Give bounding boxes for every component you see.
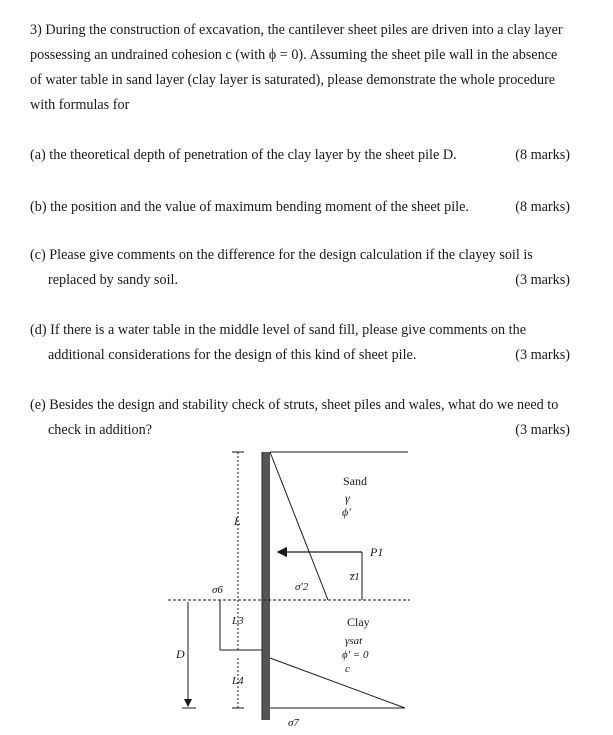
part-c-line-1: (c) Please give comments on the difference for the design calculation if the clayey soil is bbox=[30, 247, 533, 263]
part-e bbox=[30, 393, 570, 443]
label-sigma6: σ6 bbox=[212, 584, 223, 596]
part-a-text: (a) the theoretical depth of penetration of the clay layer by the sheet pile D. bbox=[30, 147, 457, 163]
part-e-line-1: (e) Besides the design and stability check of struts, sheet piles and wales, what do we need to bbox=[30, 397, 559, 413]
part-d-line-1: (d) If there is a water table in the middle level of sand fill, please give comments on the bbox=[30, 322, 527, 338]
clay-label: Clay bbox=[347, 615, 370, 629]
sand-pressure-line bbox=[270, 452, 328, 600]
part-a-marks: (8 marks) bbox=[515, 147, 570, 163]
part-c bbox=[30, 243, 570, 293]
part-c-marks: (3 marks) bbox=[515, 272, 570, 288]
label-L: L bbox=[234, 514, 241, 528]
z1-label: z̅1 bbox=[350, 571, 360, 583]
clay-phi: ϕ' = 0 bbox=[342, 649, 369, 661]
part-a bbox=[30, 143, 570, 168]
sand-label: Sand bbox=[343, 474, 367, 488]
question-intro bbox=[30, 18, 575, 118]
clay-gamma: γsat bbox=[345, 635, 363, 647]
sheet-pile-diagram bbox=[0, 440, 613, 735]
part-d bbox=[30, 318, 570, 368]
part-e-line-2: check in addition? bbox=[48, 422, 153, 438]
part-e-marks: (3 marks) bbox=[515, 422, 570, 438]
sheet-pile-wall bbox=[262, 452, 270, 720]
part-b bbox=[30, 195, 570, 220]
clay-c: c bbox=[345, 663, 350, 675]
intro-line-3: of water table in sand layer (clay layer is saturated), please demonstrate the whole procedure bbox=[30, 72, 556, 88]
intro-line-4: with formulas for bbox=[30, 97, 130, 113]
label-sigma7: σ7 bbox=[288, 717, 299, 729]
part-d-line-2: additional considerations for the design of this kind of sheet pile. bbox=[48, 347, 417, 363]
p1-label: P1 bbox=[370, 545, 384, 559]
label-sigma2: σ'2 bbox=[295, 581, 309, 593]
intro-line-1: 3) During the construction of excavation, the cantilever sheet piles are driven into a clay layer bbox=[30, 22, 563, 38]
intro-line-2: possessing an undrained cohesion c (with ϕ = 0). Assuming the sheet pile wall in the absence bbox=[30, 47, 558, 63]
sand-phi: ϕ' bbox=[342, 505, 351, 519]
clay-pressure-line bbox=[270, 658, 405, 708]
label-L3: L3 bbox=[232, 615, 244, 627]
sand-gamma: γ bbox=[345, 491, 350, 505]
part-d-marks: (3 marks) bbox=[515, 347, 570, 363]
part-b-marks: (8 marks) bbox=[515, 199, 570, 215]
part-c-line-2: replaced by sandy soil. bbox=[48, 272, 179, 288]
part-b-text: (b) the position and the value of maximum bending moment of the sheet pile. bbox=[30, 199, 469, 215]
label-D: D bbox=[176, 647, 185, 661]
label-L4: L4 bbox=[232, 675, 244, 687]
